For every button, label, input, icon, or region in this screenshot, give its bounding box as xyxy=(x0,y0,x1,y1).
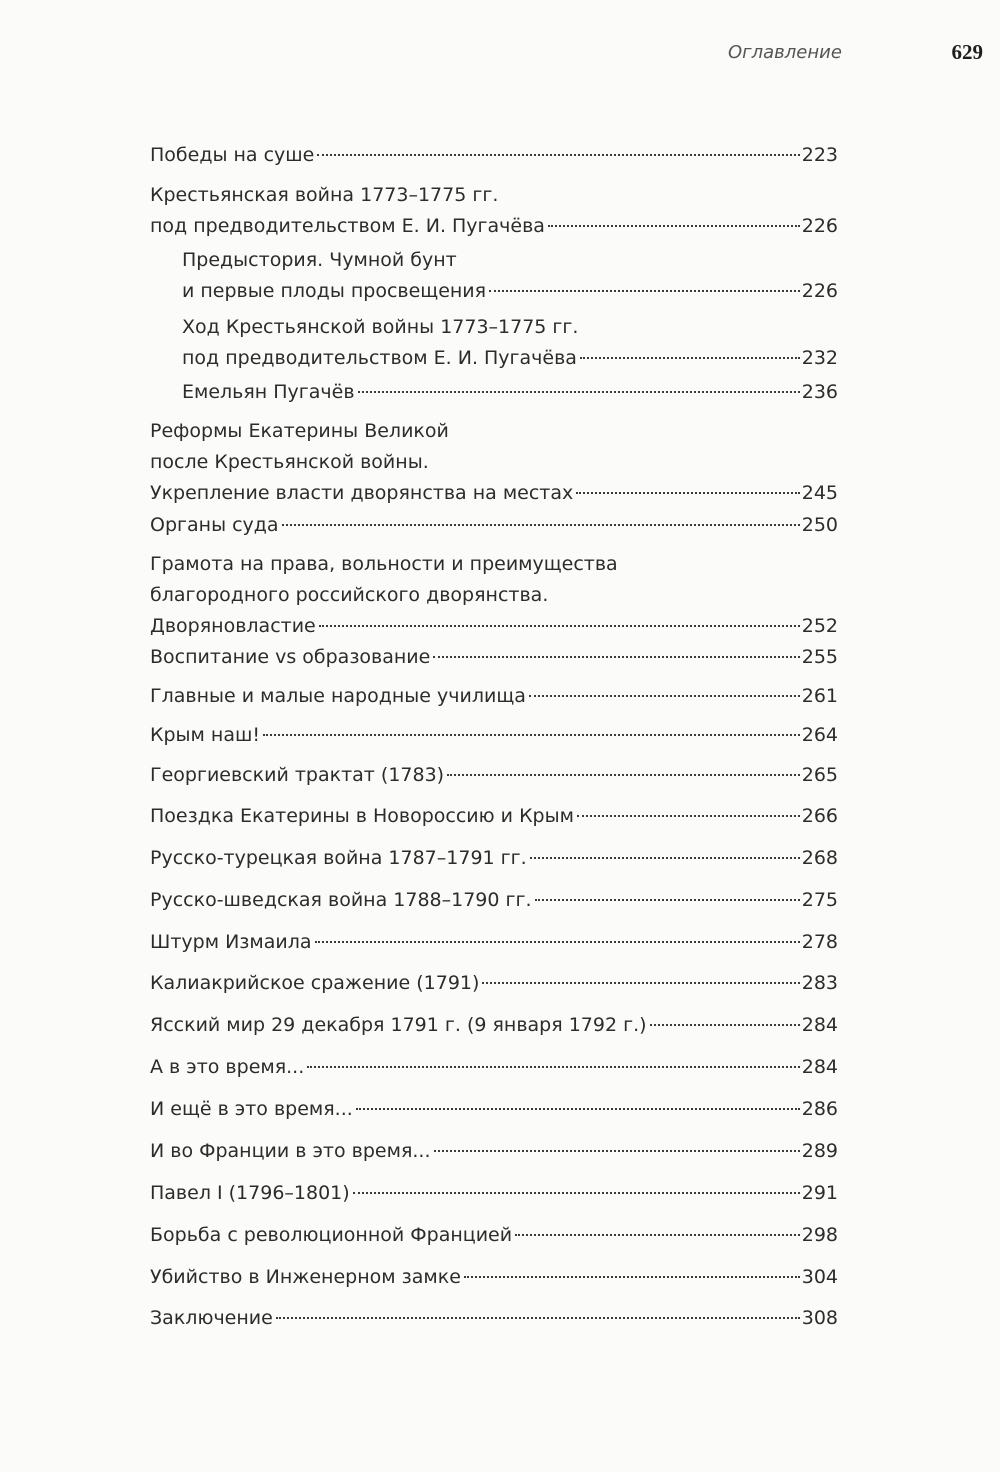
toc-entry[interactable] xyxy=(150,549,838,641)
toc-entry-title: И ещё в это время... xyxy=(150,1098,353,1120)
toc-entry-page: 261 xyxy=(801,685,838,707)
toc-entry[interactable] xyxy=(150,416,838,508)
toc-entry-page: 278 xyxy=(801,931,838,953)
toc-entry-title: Поездка Екатерины в Новороссию и Крым xyxy=(150,805,574,827)
toc-entry-title: Предыстория. Чумной бунт xyxy=(182,249,457,271)
toc-entry-title: А в это время... xyxy=(150,1056,305,1078)
toc-entry-page: 308 xyxy=(801,1307,838,1329)
toc-entry[interactable] xyxy=(150,642,838,672)
dot-leader xyxy=(317,154,799,156)
toc-entry-title: Победы на суше xyxy=(150,144,315,166)
toc-entry[interactable] xyxy=(150,885,838,915)
toc-entry-title: Ход Крестьянской войны 1773–1775 гг. xyxy=(182,316,579,338)
toc-entry[interactable] xyxy=(150,1178,838,1208)
dot-leader xyxy=(464,1276,800,1278)
toc-entry-title: после Крестьянской войны. xyxy=(150,451,429,473)
toc-entry[interactable] xyxy=(150,1052,838,1082)
toc-entry-title: Главные и малые народные училища xyxy=(150,685,526,707)
toc-entry-page: 232 xyxy=(801,347,838,369)
toc-entry[interactable] xyxy=(150,968,838,998)
toc-entry-page: 255 xyxy=(801,646,838,668)
toc-entry-page: 223 xyxy=(801,144,838,166)
toc-entry-title: Борьба с революционной Францией xyxy=(150,1224,513,1246)
toc-entry-title: Калиакрийское сражение (1791) xyxy=(150,972,480,994)
toc-entry-title: Убийство в Инженерном замке xyxy=(150,1266,461,1288)
toc-entry-title: и первые плоды просвещения xyxy=(182,280,487,302)
dot-leader xyxy=(489,290,800,292)
dot-leader xyxy=(315,941,800,943)
toc-entry[interactable] xyxy=(150,510,838,540)
toc-entry-title: Воспитание vs образование xyxy=(150,646,431,668)
dot-leader xyxy=(282,524,800,526)
toc-entry[interactable] xyxy=(150,1010,838,1040)
toc-entry-page: 298 xyxy=(801,1224,838,1246)
toc-entry-title: Укрепление власти дворянства на местах xyxy=(150,482,574,504)
dot-leader xyxy=(319,625,800,627)
dot-leader xyxy=(307,1066,799,1068)
toc-entry-title: Емельян Пугачёв xyxy=(182,381,355,403)
toc-entry[interactable] xyxy=(150,927,838,957)
toc-entry-title: под предводительством Е. И. Пугачёва xyxy=(150,215,545,237)
toc-entry-page: 236 xyxy=(801,381,838,403)
toc-entry-title: благородного российского дворянства. xyxy=(150,584,549,606)
toc-entry-title: Русско-шведская война 1788–1790 гг. xyxy=(150,889,532,911)
toc-entry-page: 286 xyxy=(801,1098,838,1120)
toc-entry-title: Крым наш! xyxy=(150,724,260,746)
toc-entry-page: 289 xyxy=(801,1140,838,1162)
toc-entry-page: 268 xyxy=(801,847,838,869)
dot-leader xyxy=(577,815,800,817)
dot-leader xyxy=(548,225,800,227)
dot-leader xyxy=(433,656,799,658)
toc-entry[interactable] xyxy=(182,312,838,373)
toc-entry-title: Штурм Измаила xyxy=(150,931,312,953)
toc-entry-title: Реформы Екатерины Великой xyxy=(150,420,449,442)
toc-entry-title: Дворяновластие xyxy=(150,615,316,637)
toc-entry-page: 284 xyxy=(801,1014,838,1036)
toc-entry-page: 275 xyxy=(801,889,838,911)
toc-entry[interactable] xyxy=(182,377,838,407)
toc-entry[interactable] xyxy=(182,245,838,306)
toc-entry-page: 245 xyxy=(801,482,838,504)
toc-entry-page: 252 xyxy=(801,615,838,637)
dot-leader xyxy=(535,899,800,901)
dot-leader xyxy=(434,1150,800,1152)
dot-leader xyxy=(515,1234,800,1236)
dot-leader xyxy=(353,1192,800,1194)
toc-entry-title: под предводительством Е. И. Пугачёва xyxy=(182,347,577,369)
toc-entry[interactable] xyxy=(150,1220,838,1250)
dot-leader xyxy=(576,492,799,494)
dot-leader xyxy=(650,1024,800,1026)
toc-entry[interactable] xyxy=(150,760,838,790)
dot-leader xyxy=(447,774,800,776)
dot-leader xyxy=(529,695,800,697)
toc-entry-page: 284 xyxy=(801,1056,838,1078)
toc-entry-page: 304 xyxy=(801,1266,838,1288)
dot-leader xyxy=(580,357,800,359)
toc-entry-page: 266 xyxy=(801,805,838,827)
dot-leader xyxy=(530,857,800,859)
toc-entry[interactable] xyxy=(150,720,838,750)
dot-leader xyxy=(482,982,799,984)
toc-entry-page: 226 xyxy=(801,280,838,302)
toc-entry-title: Ясский мир 29 декабря 1791 г. (9 января 1792 г.) xyxy=(150,1014,647,1036)
toc-entry[interactable] xyxy=(150,1094,838,1124)
toc-entry-title: Органы суда xyxy=(150,514,279,536)
dot-leader xyxy=(276,1317,800,1319)
toc-entry-page: 264 xyxy=(801,724,838,746)
toc-entry[interactable] xyxy=(150,801,838,831)
toc-entry[interactable] xyxy=(150,681,838,711)
toc-entry[interactable] xyxy=(150,1303,838,1333)
running-head: Оглавление xyxy=(728,42,842,63)
toc-entry[interactable] xyxy=(150,1262,838,1292)
toc-entry-page: 265 xyxy=(801,764,838,786)
toc-entry[interactable] xyxy=(150,1136,838,1166)
page-header xyxy=(700,40,983,72)
toc-entry-title: Георгиевский трактат (1783) xyxy=(150,764,445,786)
dot-leader xyxy=(263,734,800,736)
toc-entry-title: Крестьянская война 1773–1775 гг. xyxy=(150,184,499,206)
toc-entry-page: 291 xyxy=(801,1182,838,1204)
toc-entry-title: И во Франции в это время... xyxy=(150,1140,431,1162)
toc-entry-title: Грамота на права, вольности и преимущества xyxy=(150,553,618,575)
toc-entry-title: Русско-турецкая война 1787–1791 гг. xyxy=(150,847,527,869)
toc-entry[interactable] xyxy=(150,180,838,241)
toc-entry-page: 226 xyxy=(801,215,838,237)
toc-entry[interactable] xyxy=(150,843,838,873)
toc-entry-page: 283 xyxy=(801,972,838,994)
dot-leader xyxy=(358,391,800,393)
toc-entry-title: Павел I (1796–1801) xyxy=(150,1182,350,1204)
toc-entry[interactable] xyxy=(150,140,838,170)
toc-entry-title: Заключение xyxy=(150,1307,273,1329)
toc-entry-page: 250 xyxy=(801,514,838,536)
page-number: 629 xyxy=(951,40,983,64)
dot-leader xyxy=(356,1108,800,1110)
